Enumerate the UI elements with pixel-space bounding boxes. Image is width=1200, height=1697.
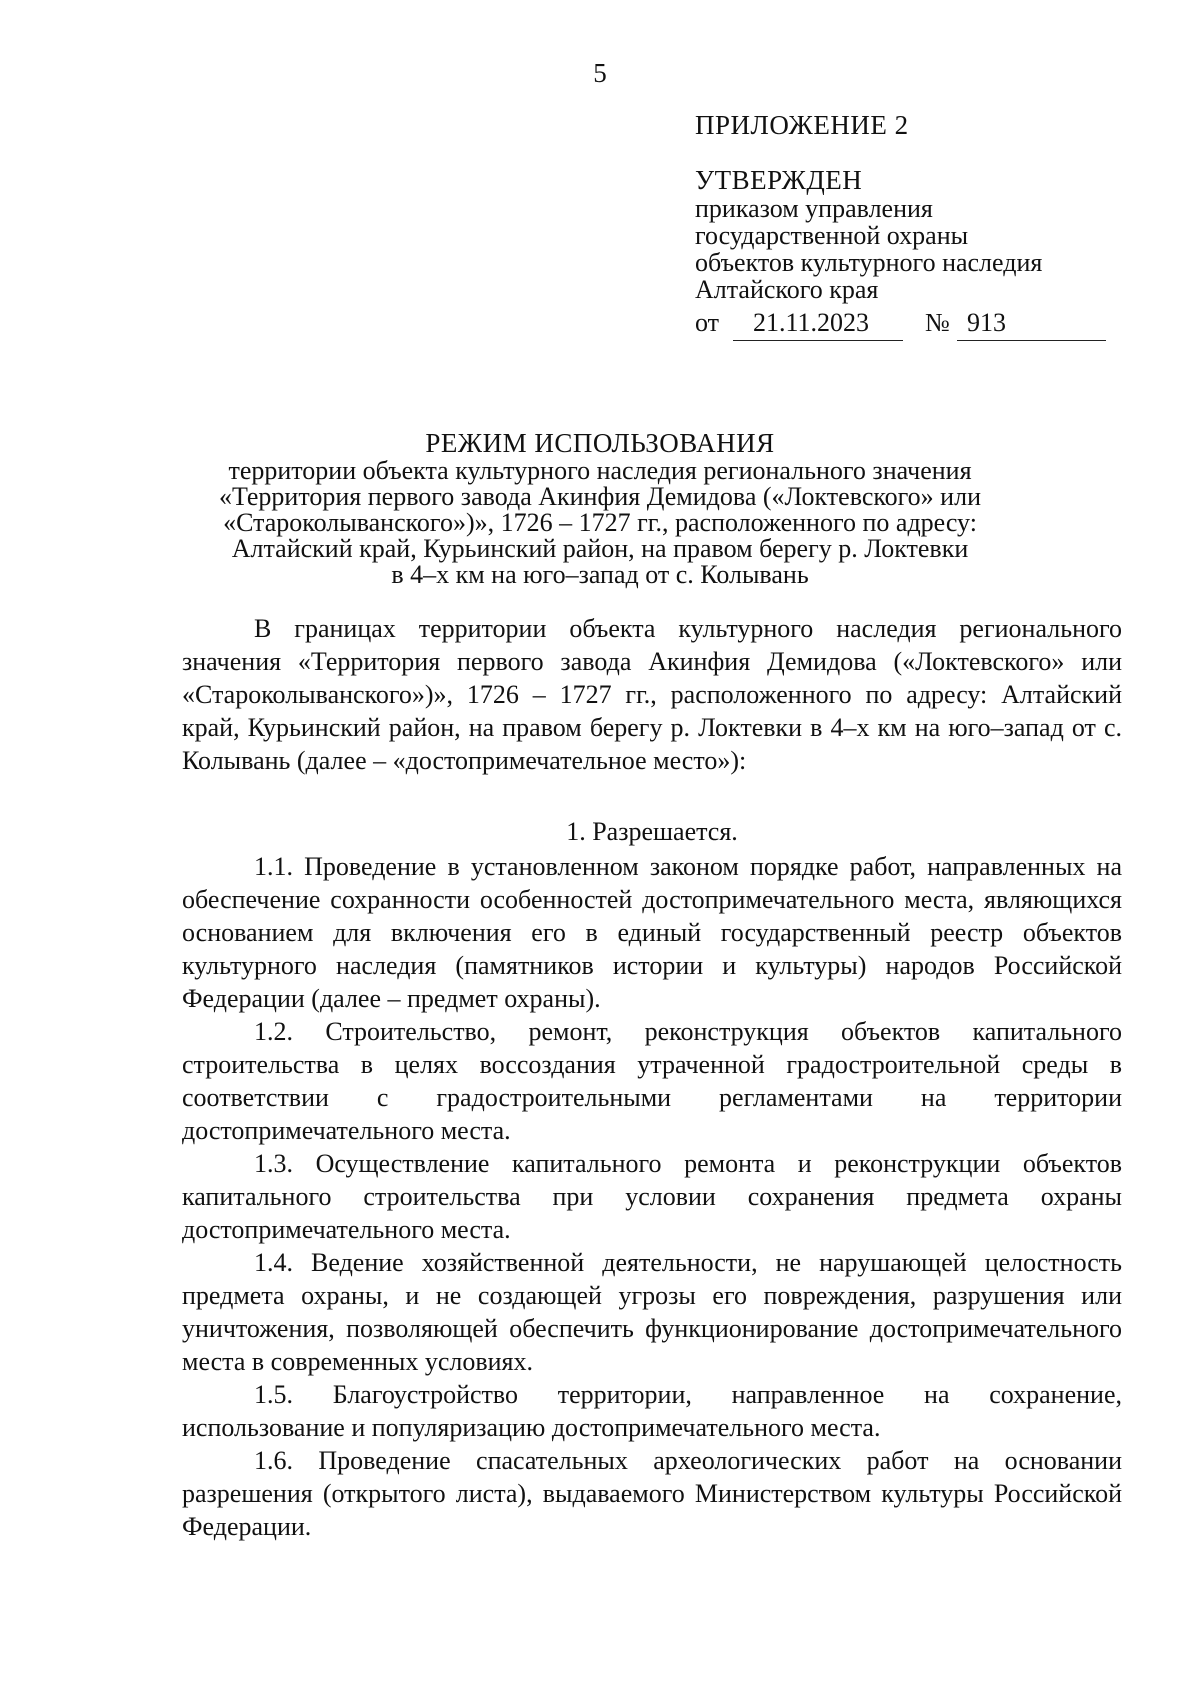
section-heading: 1. Разрешается.: [566, 817, 738, 846]
title-line: территории объекта культурного наследия регионального значения: [228, 456, 972, 485]
page-number: 5: [593, 58, 607, 88]
title-line: Алтайский край, Курьинский район, на правом берегу р. Локтевки: [231, 534, 969, 563]
title-line: в 4–х км на юго–запад от с. Колывань: [391, 560, 809, 589]
intro-paragraph: В границах территории объекта культурного наследия регионального значения «Территория первого завода Акинфия Демидова («Локтевского» или «Староколыванского»)», 1726 – 1727 гг., расположенного по адресу: Алтайский край, Курьинский район, на правом берегу р. Локтевки в 4–х км на юго–запад от с. Колывань (далее – «достопримечательное место»):: [182, 614, 1122, 775]
order-date: 21.11.2023: [733, 309, 903, 341]
approval-line: объектов культурного наследия: [695, 248, 1043, 277]
date-prefix: от: [695, 308, 720, 337]
order-date-number-line: [695, 309, 1135, 343]
approved-label: УТВЕРЖДЕН: [695, 165, 863, 195]
approval-line: приказом управления: [695, 194, 933, 223]
number-prefix: №: [925, 308, 950, 337]
list-item: 1.6. Проведение спасательных археологических работ на основании разрешения (открытого листа), выдаваемого Министерством культуры Российской Федерации.: [182, 1446, 1122, 1541]
list-item: 1.1. Проведение в установленном законом порядке работ, направленных на обеспечение сохранности особенностей достопримечательного места, являющихся основанием для включения его в единый государственный реестр объектов культурного наследия (памятников истории и культуры) народов Российской Федерации (далее – предмет охраны).: [182, 852, 1122, 1013]
document-body: [182, 612, 1122, 1543]
title-line: «Староколыванского»)», 1726 – 1727 гг., расположенного по адресу:: [223, 508, 977, 537]
list-item: 1.2. Строительство, ремонт, реконструкция объектов капитального строительства в целях воссоздания утраченной градостроительной среды в соответствии с градостроительными регламентами на территории достопримечательного места.: [182, 1017, 1122, 1145]
approval-line: государственной охраны: [695, 221, 969, 250]
document-title: РЕЖИМ ИСПОЛЬЗОВАНИЯ: [425, 428, 775, 458]
list-item: 1.4. Ведение хозяйственной деятельности, не нарушающей целостность предмета охраны, и не создающей угрозы его повреждения, разрушения или уничтожения, позволяющей обеспечить функционирование достопримечательного места в современных условиях.: [182, 1248, 1122, 1376]
title-line: «Территория первого завода Акинфия Демидова («Локтевского» или: [219, 482, 981, 511]
approval-block: [695, 112, 1135, 343]
title-block: [0, 430, 1200, 588]
list-item: 1.3. Осуществление капитального ремонта и реконструкции объектов капитального строительства при условии сохранения предмета охраны достопримечательного места.: [182, 1149, 1122, 1244]
appendix-label: ПРИЛОЖЕНИЕ 2: [695, 110, 909, 140]
order-number: 913: [957, 309, 1106, 341]
list-item: 1.5. Благоустройство территории, направленное на сохранение, использование и популяризацию достопримечательного места.: [182, 1380, 1122, 1442]
approval-line: Алтайского края: [695, 275, 879, 304]
